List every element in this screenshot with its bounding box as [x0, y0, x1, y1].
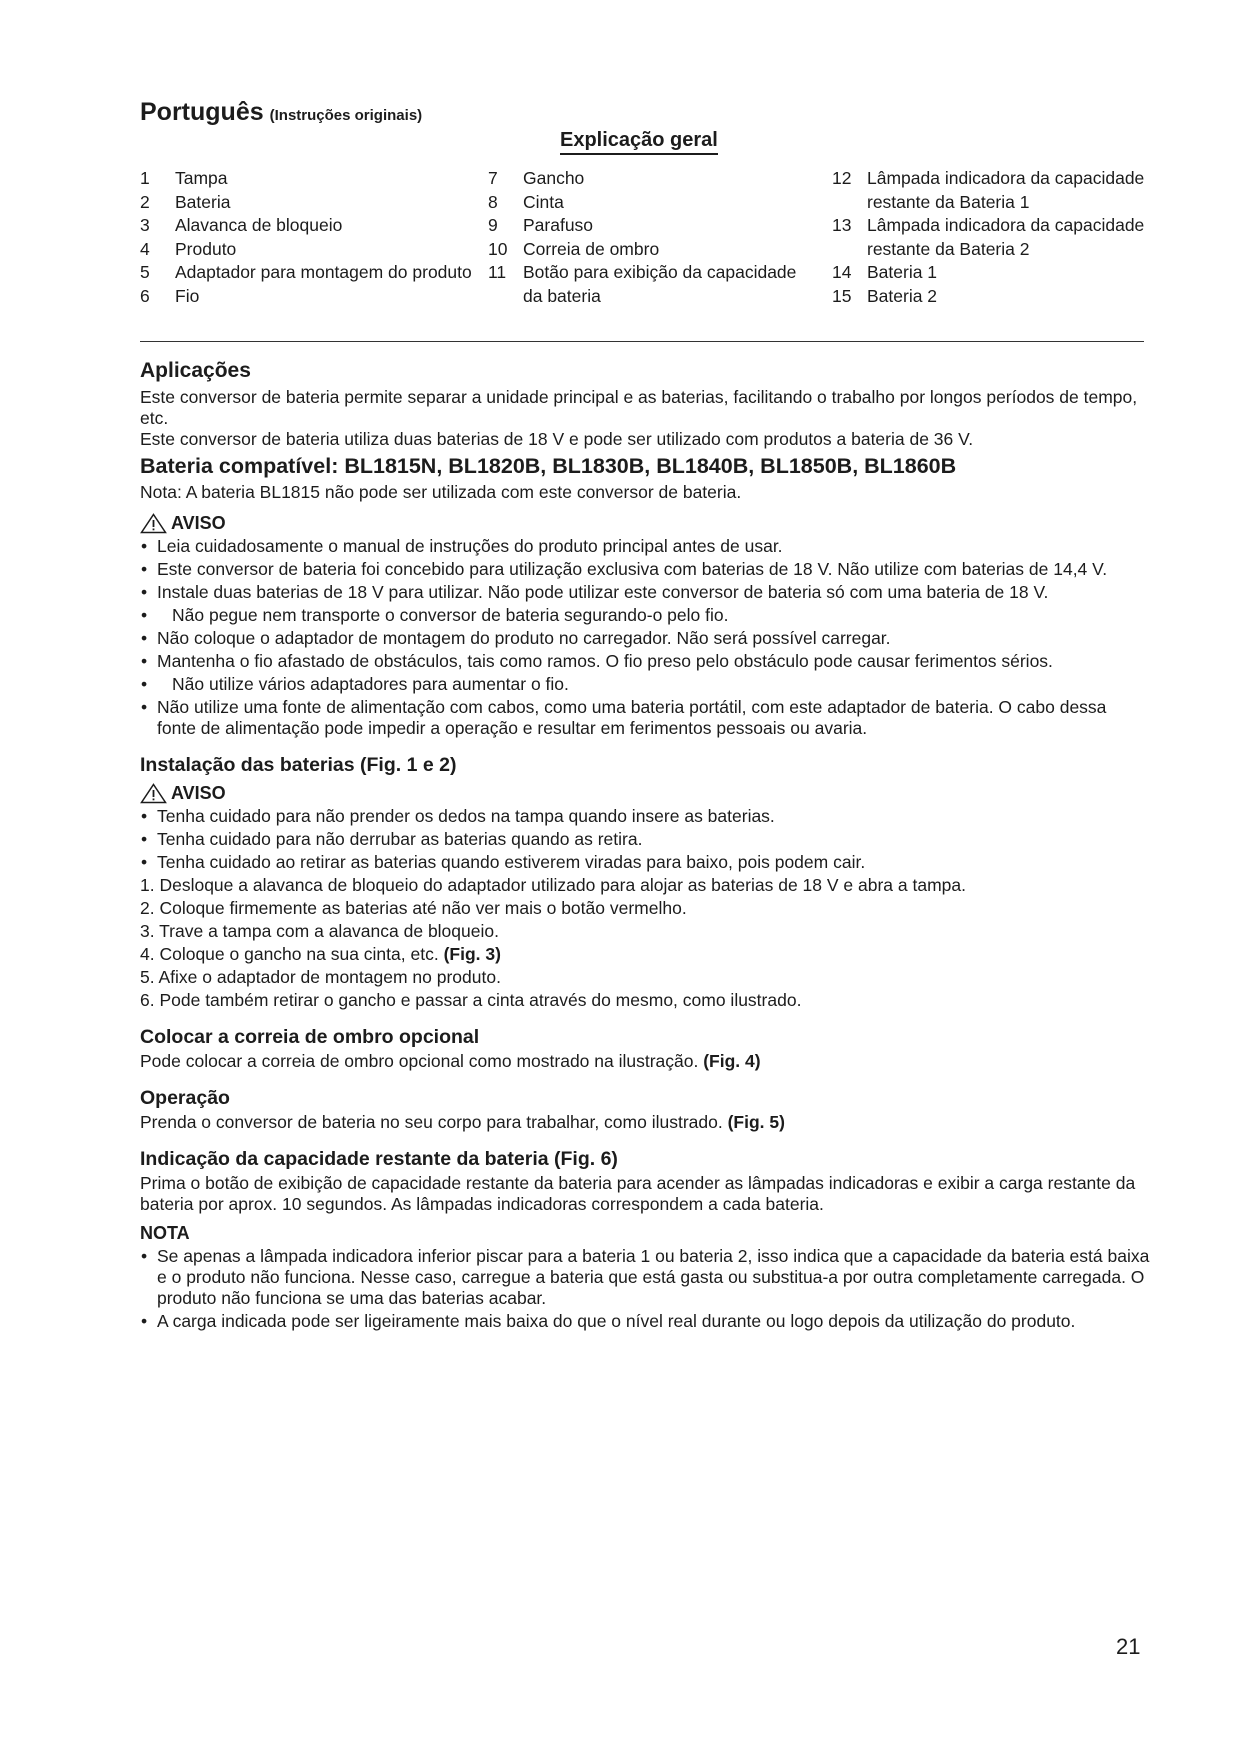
list-item: • Não pegue nem transporte o conversor de bateria segurando-o pelo fio.: [140, 605, 1150, 626]
part-number: 11: [488, 262, 507, 282]
part-number: 10: [488, 238, 508, 259]
operation-section: [140, 1086, 1150, 1133]
part-number: 7: [488, 168, 498, 188]
parts-list-col1: [140, 167, 480, 308]
step-item: 5. Afixe o adaptador de montagem no produto.: [140, 967, 501, 987]
operation-text-line: [140, 1112, 1150, 1133]
note-label: NOTA: [140, 1223, 190, 1243]
part-number: 12: [832, 168, 852, 188]
applications-para-2: Este conversor de bateria utiliza duas baterias de 18 V e pode ser utilizado com produtos a bateria de 36 V.: [140, 429, 974, 449]
part-number: 2: [140, 191, 150, 212]
parts-list-item: [488, 167, 818, 191]
parts-list-item: [140, 285, 480, 309]
manual-body: [140, 358, 1150, 1334]
part-number: 13: [832, 215, 852, 235]
part-label: Correia de ombro: [523, 238, 660, 259]
part-label: Bateria 1: [867, 262, 938, 282]
list-item: • Não utilize vários adaptadores para aumentar o fio.: [140, 674, 1150, 695]
parts-list-item: [140, 214, 480, 238]
parts-list-item: [488, 191, 818, 215]
parts-list-item: [140, 167, 480, 191]
fig-ref: (Fig. 5): [727, 1112, 785, 1132]
strap-section: [140, 1025, 1150, 1072]
installation-title: Instalação das baterias (Fig. 1 e 2): [140, 754, 457, 776]
parts-list-item: [488, 238, 818, 262]
list-item: • Este conversor de bateria foi concebido para utilização exclusiva com baterias de 18 V. Não utilize com baterias de 14,4 V.: [140, 559, 1150, 580]
indication-text: Prima o botão de exibição de capacidade restante da bateria para acender as lâmpadas indicadoras e exibir a carga restante da bateria por aprox. 10 segundos. As lâmpadas indicadoras correspondem a cada bateria.: [140, 1173, 1136, 1214]
installation-steps: [140, 875, 1150, 1011]
part-number: 1: [140, 168, 150, 188]
list-item: • Instale duas baterias de 18 V para utilizar. Não pode utilizar este conversor de bateria só com uma bateria de 18 V.: [140, 582, 1150, 603]
applications-warning-list: [140, 536, 1150, 739]
operation-title: Operação: [140, 1087, 230, 1109]
part-label: Cinta: [523, 191, 564, 212]
warning-label: AVISO: [171, 783, 226, 803]
parts-list-col3: [832, 167, 1162, 308]
warning-heading: [140, 783, 1150, 804]
part-label: Tampa: [175, 168, 228, 188]
fig-ref: (Fig. 4): [703, 1051, 761, 1071]
strap-text-line: [140, 1051, 1150, 1072]
part-label: Lâmpada indicadora da capacidade restante da Bateria 1: [867, 168, 1145, 212]
list-item: • Não utilize uma fonte de alimentação com cabos, como uma bateria portátil, com este adaptador de bateria. O cabo dessa fonte de alimentação pode impedir a operação e resultar em ferimentos pessoais ou avaria.: [140, 697, 1150, 739]
applications-section: [140, 358, 1150, 739]
list-item: • Tenha cuidado para não prender os dedos na tampa quando insere as baterias.: [140, 806, 1150, 827]
warning-heading: [140, 513, 1150, 534]
step-item: 2. Coloque firmemente as baterias até não ver mais o botão vermelho.: [140, 898, 687, 918]
language-title: Português: [140, 98, 264, 126]
part-number: 15: [832, 285, 852, 306]
part-number: 3: [140, 215, 150, 235]
warning-label: AVISO: [171, 513, 226, 533]
part-label: Lâmpada indicadora da capacidade restante da Bateria 2: [867, 215, 1145, 259]
parts-list-item: [488, 261, 818, 308]
parts-list-item: [140, 191, 480, 215]
list-item: • Leia cuidadosamente o manual de instruções do produto principal antes de usar.: [140, 536, 1150, 557]
strap-title: Colocar a correia de ombro opcional: [140, 1026, 480, 1048]
parts-list-item: [140, 238, 480, 262]
strap-text: Pode colocar a correia de ombro opcional como mostrado na ilustração.: [140, 1051, 699, 1071]
part-label: Bateria: [175, 191, 231, 212]
fig-ref: (Fig. 3): [443, 944, 501, 964]
list-item: • Tenha cuidado ao retirar as baterias quando estiverem viradas para baixo, pois podem cair.: [140, 852, 1150, 873]
installation-section: [140, 753, 1150, 1011]
applications-title: Aplicações: [140, 359, 251, 382]
list-item: • Não coloque o adaptador de montagem do produto no carregador. Não será possível carregar.: [140, 628, 1150, 649]
parts-list-item: [832, 167, 1162, 214]
step-item: 6. Pode também retirar o gancho e passar a cinta através do mesmo, como ilustrado.: [140, 990, 802, 1010]
step-item: 3. Trave a tampa com a alavanca de bloqueio.: [140, 921, 499, 941]
part-label: Bateria 2: [867, 285, 938, 306]
language-heading: [140, 98, 423, 126]
operation-text: Prenda o conversor de bateria no seu corpo para trabalhar, como ilustrado.: [140, 1112, 723, 1132]
step-text: 4. Coloque o gancho na sua cinta, etc.: [140, 944, 439, 964]
parts-list-item: [832, 261, 1162, 285]
step-item: 1. Desloque a alavanca de bloqueio do adaptador utilizado para alojar as baterias de 18 V e abra a tampa.: [140, 875, 966, 895]
parts-list-col2: [488, 167, 818, 308]
parts-list-item: [140, 261, 480, 285]
part-number: 9: [488, 215, 498, 235]
part-number: 4: [140, 238, 150, 259]
part-label: Adaptador para montagem do produto: [175, 262, 472, 282]
part-label: Botão para exibição da capacidade da bateria: [523, 262, 797, 306]
language-subtitle: (Instruções originais): [269, 107, 423, 124]
part-label: Fio: [175, 285, 200, 306]
indication-notes: [140, 1246, 1150, 1332]
applications-note: Nota: A bateria BL1815 não pode ser utilizada com este conversor de bateria.: [140, 482, 742, 502]
page-number: 21: [1116, 1634, 1141, 1659]
part-label: Alavanca de bloqueio: [175, 215, 343, 235]
warning-triangle-icon: [140, 783, 167, 804]
parts-list-item: [832, 285, 1162, 309]
list-item: • A carga indicada pode ser ligeiramente mais baixa do que o nível real durante ou logo depois da utilização do produto.: [140, 1311, 1150, 1332]
part-number: 5: [140, 262, 150, 282]
parts-list-item: [488, 214, 818, 238]
warning-triangle-icon: [140, 513, 167, 534]
part-label: Parafuso: [523, 215, 594, 235]
parts-list-item: [832, 214, 1162, 261]
part-label: Produto: [175, 238, 237, 259]
compatible-batteries: Bateria compatível: BL1815N, BL1820B, BL1830B, BL1840B, BL1850B, BL1860B: [140, 454, 957, 478]
part-number: 8: [488, 191, 498, 212]
list-item: • Mantenha o fio afastado de obstáculos, tais como ramos. O fio preso pelo obstáculo pode causar ferimentos sérios.: [140, 651, 1150, 672]
step-item: [140, 944, 1150, 965]
part-number: 14: [832, 262, 852, 282]
part-number: 6: [140, 285, 150, 306]
installation-warning-list: [140, 806, 1150, 873]
section-divider: [140, 341, 1144, 342]
part-label: Gancho: [523, 168, 585, 188]
indication-section: [140, 1147, 1150, 1332]
indication-title: Indicação da capacidade restante da bateria (Fig. 6): [140, 1148, 618, 1170]
list-item: • Se apenas a lâmpada indicadora inferior piscar para a bateria 1 ou bateria 2, isso indica que a capacidade da bateria está baixa e o produto não funciona. Nesse caso, carregue a bateria que está gasta ou substitua-a por outra completamente carregada. O produto não funciona se uma das baterias acabar.: [140, 1246, 1150, 1309]
explanation-title: Explicação geral: [560, 130, 718, 155]
applications-para-1: Este conversor de bateria permite separar a unidade principal e as baterias, facilitando o trabalho por longos períodos de tempo, etc.: [140, 387, 1138, 428]
list-item: • Tenha cuidado para não derrubar as baterias quando as retira.: [140, 829, 1150, 850]
